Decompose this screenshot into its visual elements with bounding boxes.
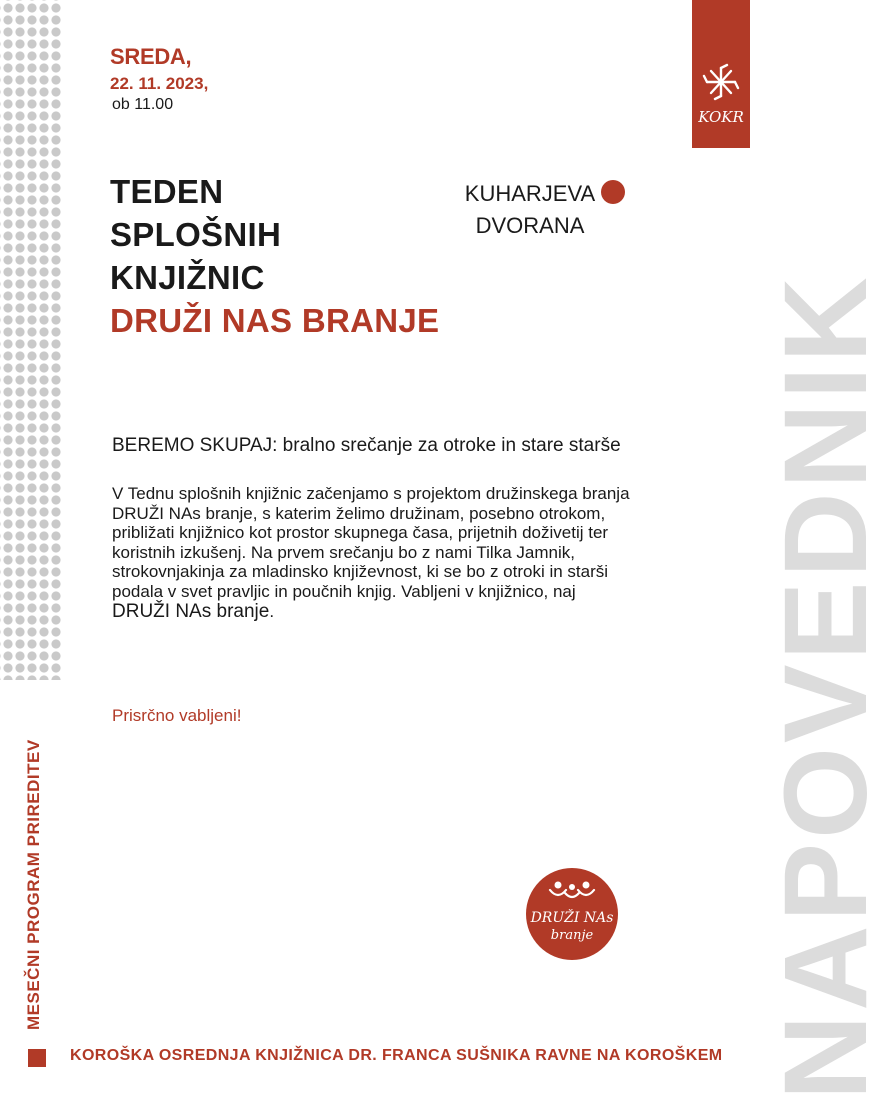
library-logo-text: KOKR [698,108,744,126]
title-line-3: KNJIŽNIC [110,259,265,296]
footer-square-icon [28,1049,46,1067]
family-figures-icon [548,880,596,902]
venue-line-1: KUHARJEVA [464,181,596,206]
venue-dot-icon [601,180,625,204]
side-watermark [682,0,892,1100]
vertical-program-label: MESEČNI PROGRAM PRIREDITEV [24,739,43,1030]
library-logo-icon [700,62,742,102]
event-weekday: SREDA, [110,44,192,69]
event-venue [440,178,620,242]
dot-pattern-decoration [0,0,62,680]
venue-line-2: DVORANA [475,213,585,238]
description-end: . [269,601,275,621]
badge-text-line-1: DRUŽI NAs [530,910,614,926]
description-body [112,484,632,621]
badge-text-line-2: branje [550,928,594,943]
event-time: ob 11.00 [112,96,174,113]
title-line-2: SPLOŠNIH [110,216,282,253]
description-text: V Tednu splošnih knjižnic začenjamo s projektom družinskega branja DRUŽI NAs branje, s katerim želimo družinam, posebno otrokom, približati knjižnico kot prostor skupnega časa, prijetnih doživetij ter koristnih izkušenj. Na prvem srečanju bo z nami Tilka Jamnik, strokovnjakinja za mladinsko književnost, ki se bo z otroki in starši podala v svet pravljic in poučnih knjig. Vabljeni v knjižnico, naj [112,484,630,601]
description-highlight: DRUŽI NAs branje [112,600,270,622]
greeting: Prisrčno vabljeni! [112,706,242,725]
footer-library-name: KOROŠKA OSREDNJA KNJIŽNICA DR. FRANCA SUŠNIKA RAVNE NA KOROŠKEM [70,1047,723,1064]
event-title [110,170,439,342]
side-watermark-word: NAPOVEDNIK [760,273,892,1100]
description-heading: BEREMO SKUPAJ: bralno srečanje za otroke in stare starše [112,435,621,456]
title-subtitle: DRUŽI NAS BRANJE [110,302,440,339]
title-line-1: TEDEN [110,173,224,210]
event-date: 22. 11. 2023, [110,74,209,93]
